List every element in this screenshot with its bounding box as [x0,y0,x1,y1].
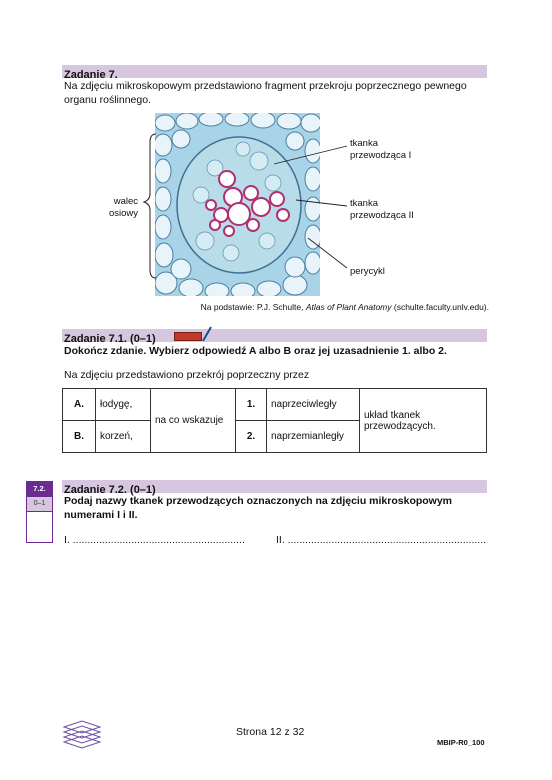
task7-intro-line: Na zdjęciu mikroskopowym przedstawiono fragment przekroju poprzecznego pewnego [64,80,467,92]
answer-line-I[interactable]: I. ........................................................... [64,534,245,546]
page-number: Strona 12 z 32 [236,726,305,738]
score-box [26,481,53,543]
answer-line-II[interactable]: II. .................................................................... [276,534,487,546]
difficulty-stars-icon [174,332,202,341]
label-tkanka-przewodzaca-II [350,198,414,222]
option-A-letter[interactable]: A. [63,389,96,421]
label-line: walec [113,196,138,207]
option-1-text[interactable]: naprzeciwległy [267,389,360,421]
source-suffix: (schulte.faculty.unlv.edu). [391,302,489,312]
option-1-number[interactable]: 1. [236,389,267,421]
option-2-number[interactable]: 2. [236,421,267,453]
score-entry-field[interactable] [27,511,52,542]
task72-header [62,480,487,496]
score-range: 0–1 [27,496,52,511]
figure-source [189,302,489,312]
label-walec-osiowy [96,196,138,220]
task72-instruction-line: Podaj nazwy tkanek przewodzących oznaczonych na zdjęciu mikroskopowym [64,495,453,507]
task7-intro-line: organu roślinnego. [64,94,151,106]
task7-title: Zadanie 7. [64,69,118,81]
table-middle-text: na co wskazuje [151,389,236,453]
label-line: przewodząca II [350,210,414,221]
option-A-text[interactable]: łodygę, [96,389,151,421]
label-line: tkanka [350,198,378,209]
task71-header [62,329,487,345]
table-end-text: układ tkanek przewodzących. [360,389,487,453]
task71-title: Zadanie 7.1. (0–1) [64,333,156,345]
source-title: Atlas of Plant Anatomy [305,302,392,312]
task72-title: Zadanie 7.2. (0–1) [64,484,156,496]
label-line: przewodząca I [350,150,412,161]
exam-code: MBIP-R0_100 [437,738,485,747]
score-label: 7.2. [27,482,52,496]
option-B-letter[interactable]: B. [63,421,96,453]
task71-stem: Na zdjęciu przedstawiono przekrój poprzeczny przez [64,369,310,381]
label-leader-lines [140,120,360,290]
option-B-text[interactable]: korzeń, [96,421,151,453]
source-prefix: Na podstawie: P.J. Schulte, [200,302,306,312]
task7-intro [64,79,467,107]
task72-instruction [64,494,452,522]
label-tkanka-przewodzaca-I [350,138,411,162]
answer-table [62,388,487,453]
label-line: tkanka [350,138,378,149]
option-2-text[interactable]: naprzemianległy [267,421,360,453]
pencil-icon [201,326,213,342]
task71-instruction: Dokończ zdanie. Wybierz odpowiedź A albo B oraz jej uzasadnienie 1. albo 2. [64,345,447,357]
task72-instruction-line: numerami I i II. [64,509,138,521]
label-perycykl: perycykl [350,266,385,277]
cke-logo-icon [62,720,102,750]
task7-header [62,65,487,81]
label-line: osiowy [108,208,138,219]
